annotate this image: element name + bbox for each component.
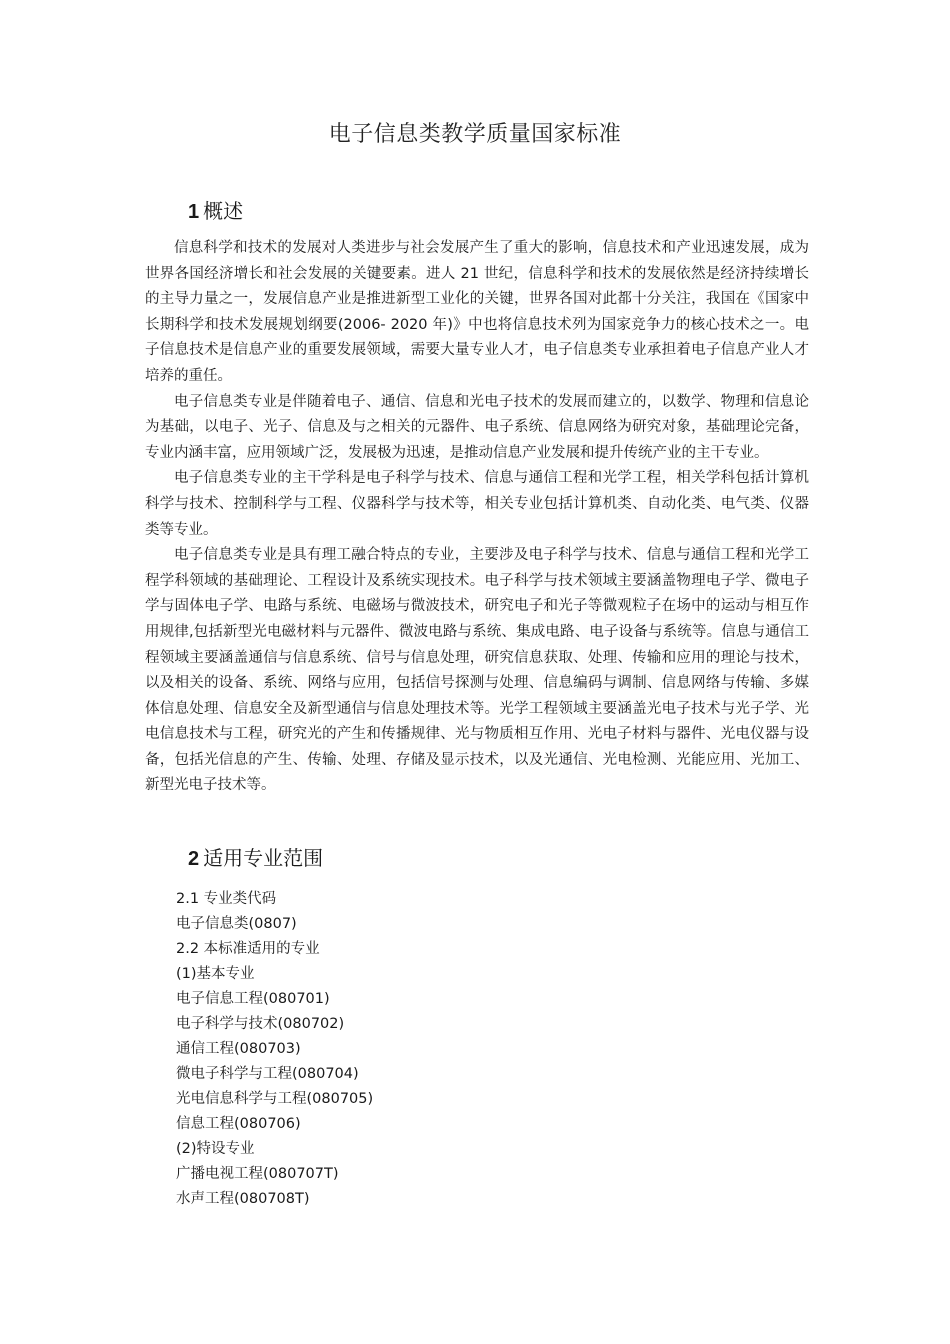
list-line: (2)特设专业 [176,1141,255,1157]
list-line: 电子科学与技术(080702) [176,1016,345,1032]
list-line: 微电子科学与工程(080704) [176,1066,359,1082]
list-line: 光电信息科学与工程(080705) [176,1091,374,1107]
section-2-title: 适用专业范围 [203,846,324,870]
list-line: (1)基本专业 [176,966,255,982]
paragraph: 电子信息类专业的主干学科是电子科学与技术、信息与通信工程和光学工程，相关学科包括计算机科学与技术、控制科学与工程、仪器科学与技术等，相关专业包括计算机类、自动化类、电气类、仪器类等专业。 [145,470,809,538]
section-2-number: 2 [188,848,200,870]
section-2-heading [188,843,323,874]
section-1-title: 概述 [203,199,244,223]
paragraph: 信息科学和技术的发展对人类进步与社会发展产生了重大的影响，信息技术和产业迅速发展，成为世界各国经济增长和社会发展的关键要素。进人 21 世纪，信息科学和技术的发展依然是经济持续增长的主导力量之一，发展信息产业是推进新型工业化的关键，世界各国对此都十分关注，我国在《国家中长期科学和技术发展规划纲要(2006- 2020 年)》中也将信息技术列为国家竞争力的核心技术之一。电子信息技术是信息产业的重要发展领域，需要大量专业人才，电子信息类专业承担着电子信息产业人才培养的重任。 [145,240,809,384]
paragraph: 电子信息类专业是伴随着电子、通信、信息和光电子技术的发展而建立的，以数学、物理和信息论为基础，以电子、光子、信息及与之相关的元器件、电子系统、信息网络为研究对象，基础理论完备，专业内涵丰富，应用领域广泛，发展极为迅速，是推动信息产业发展和提升传统产业的主干专业。 [145,393,809,461]
section-1-number: 1 [188,201,200,223]
list-line: 水声工程(080708T) [176,1191,310,1207]
section-1-body [145,236,809,799]
list-line: 2.2 本标准适用的专业 [176,941,320,957]
document-title: 电子信息类教学质量国家标准 [328,122,622,147]
major-list [176,887,776,1212]
section-1-heading [188,196,243,227]
list-line: 2.1 专业类代码 [176,891,277,907]
list-line: 通信工程(080703) [176,1041,301,1057]
list-line: 电子信息工程(080701) [176,991,330,1007]
paragraph: 电子信息类专业是具有理工融合特点的专业，主要涉及电子科学与技术、信息与通信工程和光学工程学科领域的基础理论、工程设计及系统实现技术。电子科学与技术领域主要涵盖物理电子学、微电子学与固体电子学、电路与系统、电磁场与微波技术，研究电子和光子等微观粒子在场中的运动与相互作用规律,包括新型光电磁材料与元器件、微波电路与系统、集成电路、电子设备与系统等。信息与通信工程领域主要涵盖通信与信息系统、信号与信息处理，研究信息获取、处理、传输和应用的理论与技术，以及相关的设备、系统、网络与应用，包括信号探测与处理、信息编码与调制、信息网络与传输、多媒体信息处理、信息安全及新型通信与信息处理技术等。光学工程领域主要涵盖光电子技术与光子学、光电信息技术与工程，研究光的产生和传播规律、光与物质相互作用、光电子材料与器件、光电仪器与设备，包括光信息的产生、传输、处理、存储及显示技术，以及光通信、光电检测、光能应用、光加工、新型光电子技术等。 [145,547,809,794]
list-line: 信息工程(080706) [176,1116,301,1132]
list-line: 电子信息类(0807) [176,916,297,932]
list-line: 广播电视工程(080707T) [176,1166,339,1182]
